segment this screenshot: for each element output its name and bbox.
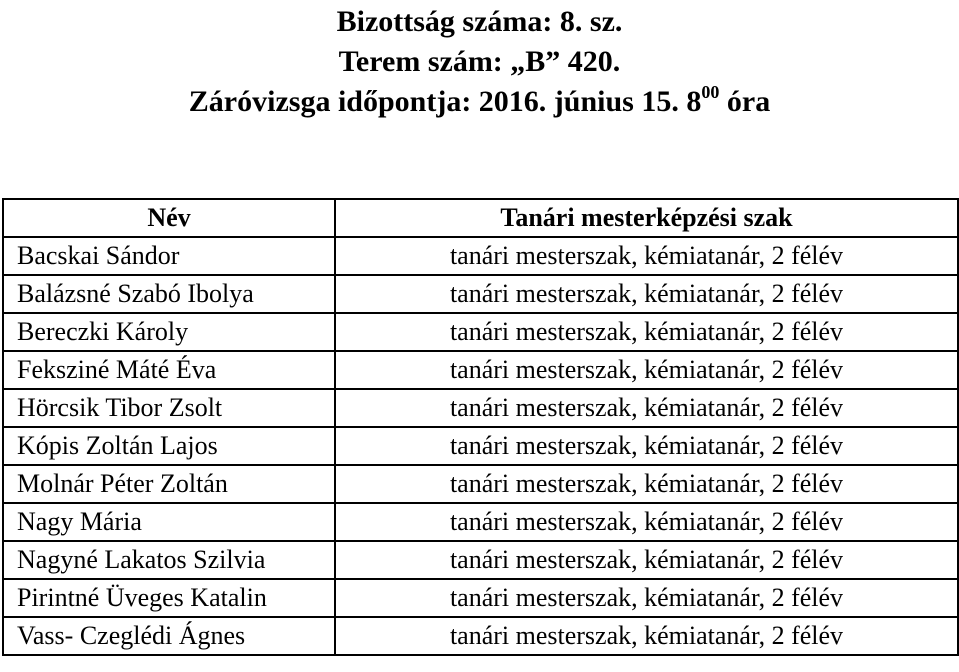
committee-number: Bizottság száma: 8. sz.	[336, 5, 623, 38]
exam-date-text: Záróvizsga időpontja: 2016. június 15. 8	[188, 85, 702, 118]
table-row	[3, 389, 958, 427]
table-row	[3, 503, 958, 541]
column-header-program: Tanári mesterképzési szak	[335, 199, 958, 237]
student-name: Balázsné Szabó Ibolya	[3, 275, 335, 313]
student-program: tanári mesterszak, kémiatanár, 2 félév	[335, 313, 958, 351]
room-number: Terem szám: „B” 420.	[338, 45, 621, 78]
student-program: tanári mesterszak, kémiatanár, 2 félév	[335, 541, 958, 579]
student-name: Bereczki Károly	[3, 313, 335, 351]
student-program: tanári mesterszak, kémiatanár, 2 félév	[335, 389, 958, 427]
student-program: tanári mesterszak, kémiatanár, 2 félév	[335, 503, 958, 541]
column-header-name: Név	[3, 199, 335, 237]
student-name: Pirintné Üveges Katalin	[3, 579, 335, 617]
student-program: tanári mesterszak, kémiatanár, 2 félév	[335, 617, 958, 655]
student-name: Feksziné Máté Éva	[3, 351, 335, 389]
table-row	[3, 237, 958, 275]
table-row	[3, 541, 958, 579]
exam-date	[0, 82, 959, 122]
table-row	[3, 465, 958, 503]
student-program: tanári mesterszak, kémiatanár, 2 félév	[335, 237, 958, 275]
student-program: tanári mesterszak, kémiatanár, 2 félév	[335, 427, 958, 465]
student-name: Molnár Péter Zoltán	[3, 465, 335, 503]
student-name: Nagyné Lakatos Szilvia	[3, 541, 335, 579]
table-row	[3, 313, 958, 351]
student-table	[2, 198, 959, 656]
student-name: Bacskai Sándor	[3, 237, 335, 275]
table-row	[3, 427, 958, 465]
student-program: tanári mesterszak, kémiatanár, 2 félév	[335, 465, 958, 503]
table-body	[3, 237, 958, 655]
student-program: tanári mesterszak, kémiatanár, 2 félév	[335, 351, 958, 389]
student-name: Hörcsik Tibor Zsolt	[3, 389, 335, 427]
table-row	[3, 351, 958, 389]
table-row	[3, 579, 958, 617]
student-name: Kópis Zoltán Lajos	[3, 427, 335, 465]
student-name: Vass- Czeglédi Ágnes	[3, 617, 335, 655]
student-program: tanári mesterszak, kémiatanár, 2 félév	[335, 275, 958, 313]
exam-time-minutes: 00	[701, 82, 720, 102]
exam-time-suffix: óra	[719, 85, 771, 118]
table-row	[3, 275, 958, 313]
student-name: Nagy Mária	[3, 503, 335, 541]
student-program: tanári mesterszak, kémiatanár, 2 félév	[335, 579, 958, 617]
table-header-row	[3, 199, 958, 237]
table-row	[3, 617, 958, 655]
document-header	[0, 0, 959, 122]
